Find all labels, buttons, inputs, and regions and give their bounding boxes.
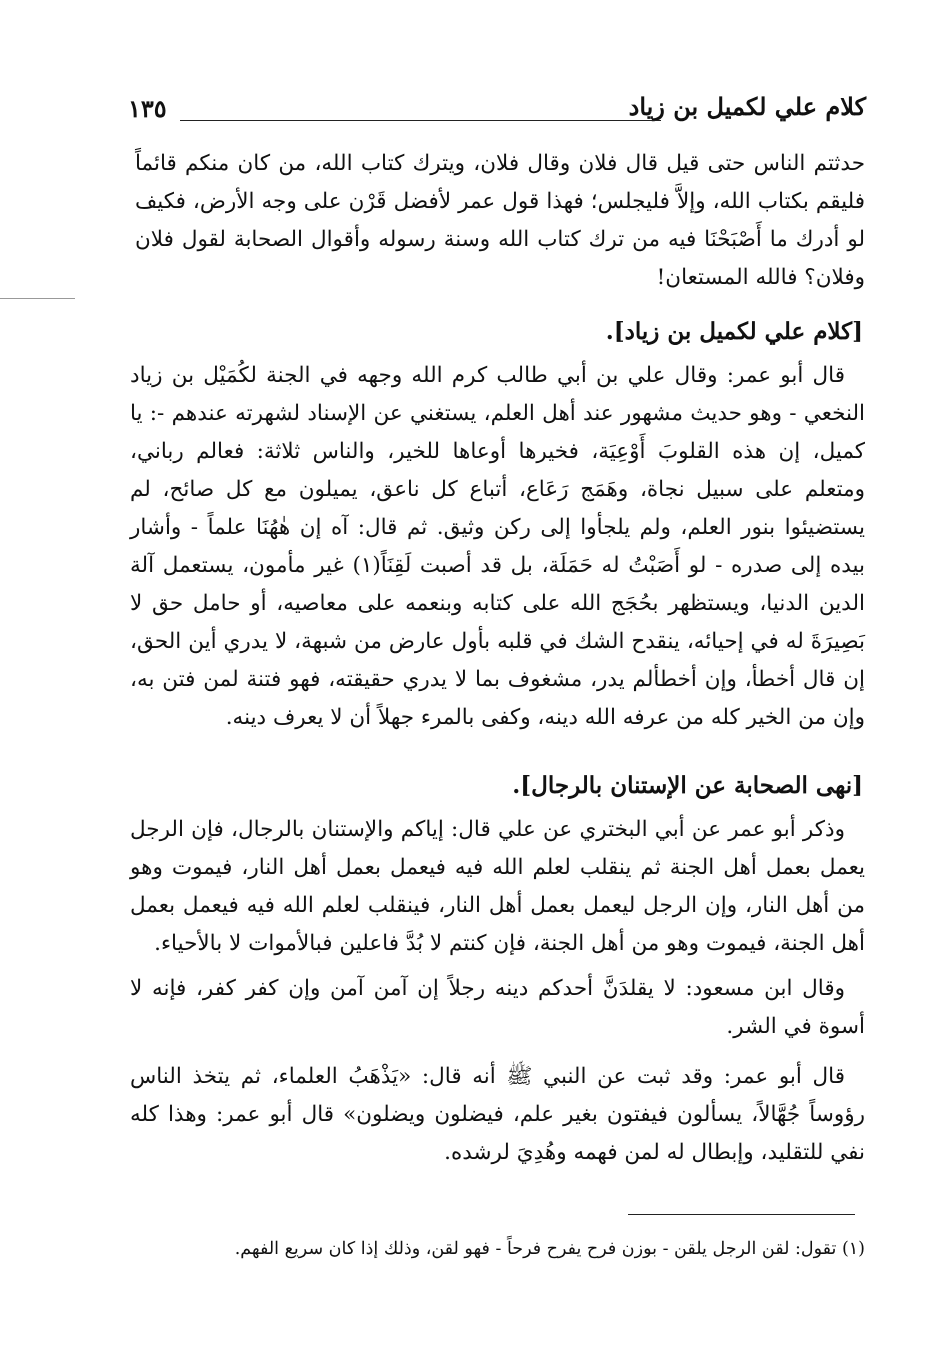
page-number: ١٣٥ (128, 94, 167, 123)
paragraph-3: وذكر أبو عمر عن أبي البختري عن علي قال: إياكم والإستنان بالرجال، فإن الرجل يعمل بعمل أهل الجنة ثم ينقلب لعلم الله فيه فيعمل بعمل أهل النار، فيموت وهو من أهل النار، وإن الرجل ليعمل بعمل أهل النار، فينقلب لعلم الله فيه فيعمل بعمل أهل الجنة، فيموت وهو من أهل الجنة، فإن كنتم لا بُدَّ فاعلين فبالأموات لا بالأحياء. (130, 817, 865, 956)
footnote-rule (628, 1214, 855, 1215)
section-heading-2: [نهى الصحابة عن الإستنان بالرجال]. (512, 772, 863, 799)
paragraph-1: حدثتم الناس حتى قيل قال فلان وقال فلان، ويترك كتاب الله، من كان منكم قائماً فليقم بكتاب الله، وإلاَّ فليجلس؛ فهذا قول عمر لأفضل قَرْن على وجه الأرض، فكيف لو أدرك ما أَصْبَحْنَا فيه من ترك كتاب الله وسنة رسوله وأقوال الصحابة لقول فلان وفلان؟ فالله المستعان! (135, 151, 865, 290)
running-title: كلام علي لكميل بن زياد (628, 92, 866, 121)
paragraph-5: قال أبو عمر: وقد ثبت عن النبي ﷺ أنه قال: «يَذْهَبُ العلماء، ثم يتخذ الناس رؤوساً جُهَّالاً، يسألون فيفتون بغير علم، فيضلون ويضلون» قال أبو عمر: وهذا كله نفي للتقليد، وإبطال له لمن فهمه وهُدِيَ لرشده. (130, 1064, 865, 1165)
margin-line (0, 298, 75, 299)
section-heading-1: [كلام علي لكميل بن زياد]. (605, 318, 863, 345)
paragraph-4: وقال ابن مسعود: لا يقلدَنَّ أحدكم دينه رجلاً إن آمن آمن وإن كفر كفر، فإنه لا أسوة في الشر. (130, 976, 865, 1039)
header-rule (180, 120, 661, 121)
running-header (128, 92, 866, 132)
footnote: (١) تقول: لقن الرجل يلقن - بوزن فرح يفرح فرحاً - فهو لقن، وذلك إذا كان سريع الفهم. (234, 1239, 865, 1259)
paragraph-2: قال أبو عمر: وقال علي بن أبي طالب كرم الله وجهه في الجنة لكُمَيْل بن زياد النخعي - وهو حديث مشهور عند أهل العلم، يستغني عن الإسناد لشهرته عندهم -: يا كميل، إن هذه القلوبَ أَوْعِيَة، فخيرها أوعاها للخير، والناس ثلاثة: فعالم رباني، ومتعلم على سبيل نجاة، وهَمَج رَعَاع، أتباع كل ناعق، يميلون مع كل صائح، لم يستضيئوا بنور العلم، ولم يلجأوا إلى ركن وثيق. ثم قال: آه إن هٰهُنَا علماً - وأشار بيده إلى صدره - لو أَصَبْتُ له حَمَلَة، بل قد أصبت لَقِنَاً(١) غير مأمون، يستعمل آلة الدين الدنيا، ويستظهر بحُجَج الله على كتابه وبنعمه على معاصيه، أو حامل حق لا بَصِيرَةَ له في إحيائه، ينقدح الشك في قلبه بأول عارض من شبهة، لا يدري أين الحق، إن قال أخطأ، وإن أخطألم يدر، مشغوف بما لا يدري حقيقته، فهو فتنة لمن فتن به، وإن من الخير كله من عرفه الله دينه، وكفى بالمرء جهلاً أن لا يعرف دينه. (130, 363, 865, 730)
